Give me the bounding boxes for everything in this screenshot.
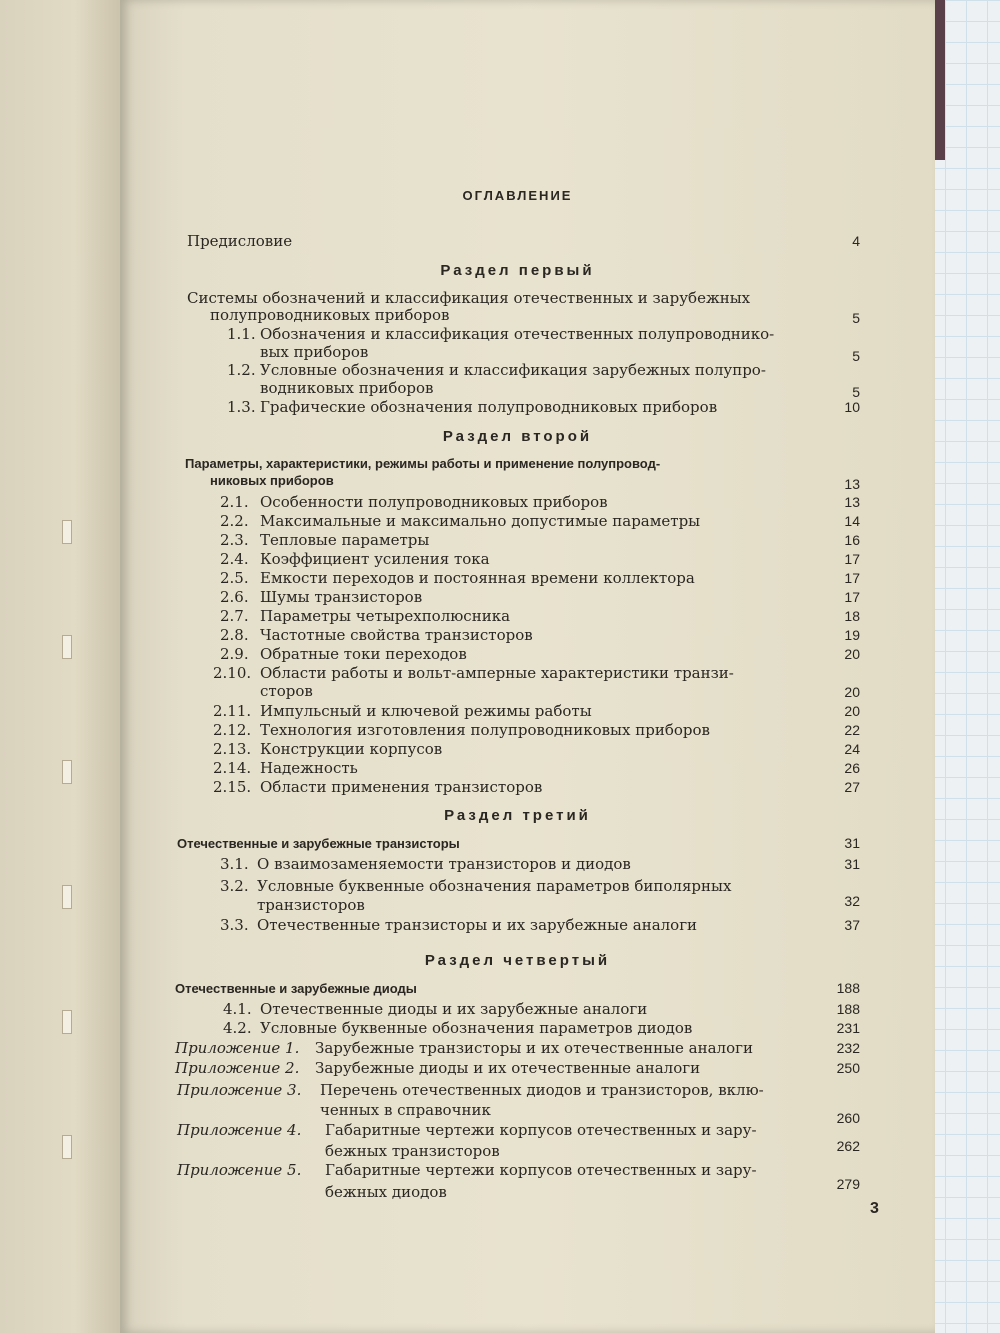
entry-title: Надежность xyxy=(260,759,358,777)
left-page xyxy=(0,0,126,1333)
binding-stitch xyxy=(62,885,72,909)
part-title: Системы обозначений и классификация отечественных и зарубежных xyxy=(187,289,751,307)
entry-title: Отечественные диоды и их зарубежные аналоги xyxy=(260,1000,648,1018)
entry-page: 31 xyxy=(844,856,860,872)
entry-page: 17 xyxy=(844,570,860,586)
entry-title: Габаритные чертежи корпусов отечественных и зару- xyxy=(325,1161,757,1179)
appendix-label: Приложение 2. xyxy=(175,1059,300,1077)
entry-number: 2.5. xyxy=(220,569,249,587)
entry-number: 2.3. xyxy=(220,531,249,549)
entry-number: 2.12. xyxy=(213,721,252,739)
entry-page: 232 xyxy=(836,1040,860,1056)
binding-stitch xyxy=(62,520,72,544)
entry-title: Шумы транзисторов xyxy=(260,588,423,606)
entry-page: 5 xyxy=(852,348,860,364)
part-title-cont: полупроводниковых приборов xyxy=(210,306,450,324)
entry-title: Обозначения и классификация отечественных полупроводнико- xyxy=(260,325,775,343)
toc-heading: ОГЛАВЛЕНИЕ xyxy=(462,188,573,203)
entry-title-cont: вых приборов xyxy=(260,343,369,361)
entry-number: 2.14. xyxy=(213,759,252,777)
entry-number: 2.2. xyxy=(220,512,249,530)
entry-number: 1.1. xyxy=(227,325,256,343)
part-title: Отечественные и зарубежные транзисторы xyxy=(177,836,460,851)
entry-page: 14 xyxy=(844,513,860,529)
entry-title: Емкости переходов и постоянная времени коллектора xyxy=(260,569,695,587)
entry-page: 188 xyxy=(836,980,860,996)
entry-title-cont: транзисторов xyxy=(257,896,365,914)
binding-stitch xyxy=(62,635,72,659)
entry-title-cont: сторов xyxy=(260,682,313,700)
entry-title: Условные буквенные обозначения параметров биполярных xyxy=(257,877,732,895)
entry-title: Особенности полупроводниковых приборов xyxy=(260,493,608,511)
entry-number: 3.2. xyxy=(220,877,249,895)
section-title: Раздел третий xyxy=(444,807,591,824)
entry-number: 2.8. xyxy=(220,626,249,644)
entry-page: 5 xyxy=(852,310,860,326)
entry-page: 20 xyxy=(844,703,860,719)
entry-page: 27 xyxy=(844,779,860,795)
entry-page: 22 xyxy=(844,722,860,738)
entry-title-cont: ченных в справочник xyxy=(320,1101,491,1119)
entry-title: Коэффициент усиления тока xyxy=(260,550,490,568)
entry-page: 10 xyxy=(844,399,860,415)
entry-number: 1.2. xyxy=(227,361,256,379)
entry-title: Максимальные и максимально допустимые параметры xyxy=(260,512,701,530)
table-of-contents xyxy=(175,0,860,1333)
entry-title: Габаритные чертежи корпусов отечественных и зару- xyxy=(325,1121,757,1139)
entry-title: Частотные свойства транзисторов xyxy=(260,626,533,644)
entry-number: 2.7. xyxy=(220,607,249,625)
entry-number: 2.1. xyxy=(220,493,249,511)
entry-page: 37 xyxy=(844,917,860,933)
entry-page: 250 xyxy=(836,1060,860,1076)
binding-stitch xyxy=(62,760,72,784)
entry-page: 31 xyxy=(844,835,860,851)
appendix-label: Приложение 5. xyxy=(177,1161,302,1179)
entry-page: 18 xyxy=(844,608,860,624)
entry-title: Графические обозначения полупроводниковых приборов xyxy=(260,398,718,416)
entry-number: 2.13. xyxy=(213,740,252,758)
binding-stitch xyxy=(62,1135,72,1159)
entry-title: Перечень отечественных диодов и транзисторов, вклю- xyxy=(320,1081,764,1099)
entry-number: 4.2. xyxy=(223,1019,252,1037)
entry-title: Отечественные транзисторы и их зарубежные аналоги xyxy=(257,916,698,934)
entry-title: Тепловые параметры xyxy=(260,531,430,549)
entry-page: 188 xyxy=(836,1001,860,1017)
entry-number: 2.15. xyxy=(213,778,252,796)
entry-title: Условные обозначения и классификация зарубежных полупро- xyxy=(260,361,766,379)
entry-title-cont: бежных транзисторов xyxy=(325,1142,500,1160)
entry-title: О взаимозаменяемости транзисторов и диодов xyxy=(257,855,631,873)
entry-page: 13 xyxy=(844,494,860,510)
page-number: 3 xyxy=(870,1200,879,1217)
entry-page: 24 xyxy=(844,741,860,757)
entry-number: 2.10. xyxy=(213,664,252,682)
entry-title: Предисловие xyxy=(187,232,293,250)
entry-number: 3.1. xyxy=(220,855,249,873)
entry-page: 19 xyxy=(844,627,860,643)
entry-number: 4.1. xyxy=(223,1000,252,1018)
entry-number: 2.4. xyxy=(220,550,249,568)
appendix-label: Приложение 1. xyxy=(175,1039,300,1057)
entry-number: 2.11. xyxy=(213,702,252,720)
entry-page: 279 xyxy=(836,1176,860,1192)
part-title-cont: никовых приборов xyxy=(210,473,334,488)
entry-page: 20 xyxy=(844,684,860,700)
entry-title-cont: бежных диодов xyxy=(325,1183,447,1201)
entry-title: Технология изготовления полупроводниковых приборов xyxy=(260,721,710,739)
entry-title: Конструкции корпусов xyxy=(260,740,443,758)
entry-title: Условные буквенные обозначения параметров диодов xyxy=(260,1019,693,1037)
entry-title: Зарубежные транзисторы и их отечественные аналоги xyxy=(315,1039,753,1057)
section-title: Раздел первый xyxy=(440,262,595,279)
entry-page: 13 xyxy=(844,476,860,492)
entry-page: 16 xyxy=(844,532,860,548)
entry-page: 17 xyxy=(844,589,860,605)
entry-page: 5 xyxy=(852,384,860,400)
entry-page: 17 xyxy=(844,551,860,567)
entry-page: 260 xyxy=(836,1110,860,1126)
entry-number: 2.9. xyxy=(220,645,249,663)
entry-title: Зарубежные диоды и их отечественные аналоги xyxy=(315,1059,701,1077)
binding-stitch xyxy=(62,1010,72,1034)
entry-title: Области применения транзисторов xyxy=(260,778,543,796)
appendix-label: Приложение 3. xyxy=(177,1081,302,1099)
entry-number: 2.6. xyxy=(220,588,249,606)
entry-page: 20 xyxy=(844,646,860,662)
entry-title: Области работы и вольт-амперные характеристики транзи- xyxy=(260,664,734,682)
part-title: Отечественные и зарубежные диоды xyxy=(175,981,417,996)
entry-page: 262 xyxy=(836,1138,860,1154)
part-title: Параметры, характеристики, режимы работы и применение полупровод- xyxy=(185,456,661,471)
section-title: Раздел второй xyxy=(442,428,593,445)
entry-page: 4 xyxy=(852,233,860,249)
entry-page: 32 xyxy=(844,893,860,909)
appendix-label: Приложение 4. xyxy=(177,1121,302,1139)
entry-title-cont: водниковых приборов xyxy=(260,379,434,397)
entry-title: Импульсный и ключевой режимы работы xyxy=(260,702,592,720)
section-title: Раздел четвертый xyxy=(424,952,611,969)
entry-page: 26 xyxy=(844,760,860,776)
entry-number: 1.3. xyxy=(227,398,256,416)
entry-number: 3.3. xyxy=(220,916,249,934)
entry-title: Обратные токи переходов xyxy=(260,645,467,663)
entry-page: 231 xyxy=(836,1020,860,1036)
entry-title: Параметры четырехполюсника xyxy=(260,607,511,625)
